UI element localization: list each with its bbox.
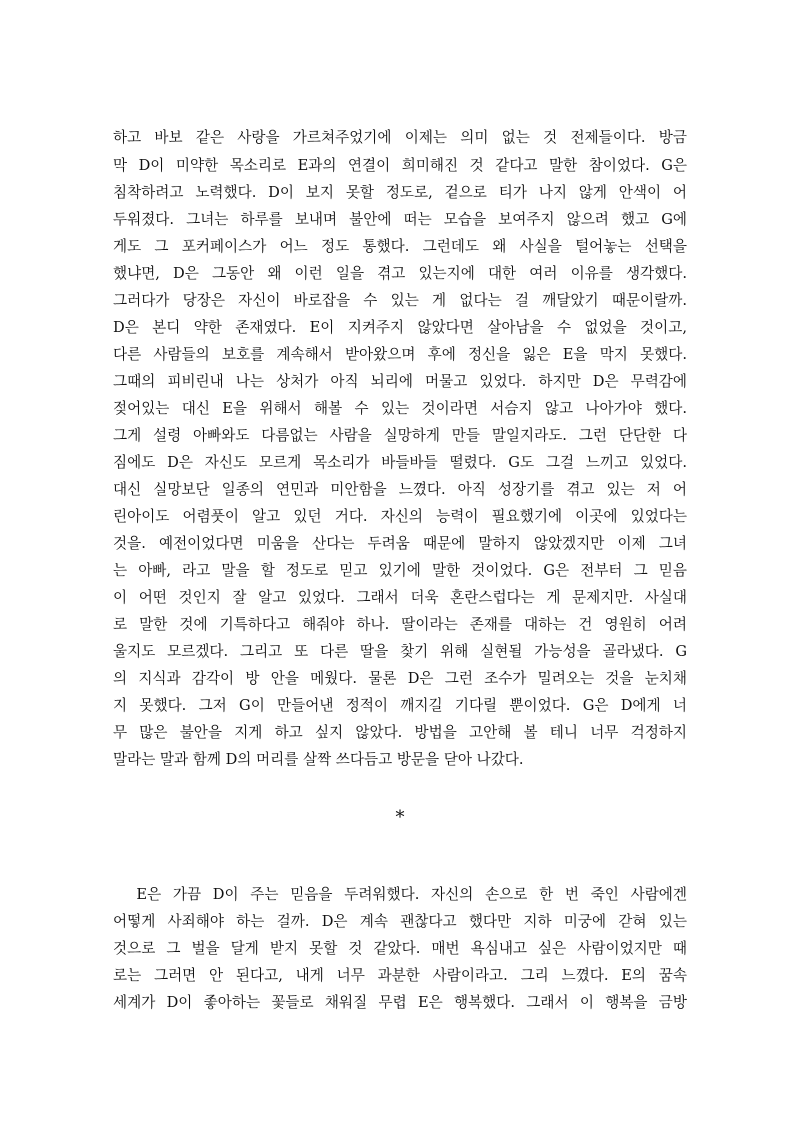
- text-line: 했냐면, D은 그동안 왜 이런 일을 겪고 있는지에 대한 여러 이유를 생각했다.: [113, 265, 687, 282]
- text-line: 하고 바보 같은 사랑을 가르쳐주었기에 이제는 의미 없는 것 전제들이다. 방금: [113, 129, 687, 146]
- text-line: 로 말한 것에 기특하다고 해줘야 하나. 딸이라는 존재를 대하는 건 영원히 어려: [113, 616, 687, 633]
- text-line: 그게 설령 아빠와도 다름없는 사람을 실망하게 만들 말일지라도. 그런 단단한 다: [113, 427, 687, 444]
- text-line: 는 아빠, 라고 말을 할 정도로 믿고 있기에 말한 것이었다. G은 전부터 그 믿음: [113, 562, 687, 579]
- text-line: 말라는 말과 함께 D의 머리를 살짝 쓰다듬고 방문을 닫아 나갔다.: [113, 751, 524, 768]
- text-line: 울지도 모르겠다. 그리고 또 다른 딸을 찾기 위해 실현될 가능성을 골라냈다. G: [113, 643, 687, 660]
- text-line: 의 지식과 감각이 방 안을 메웠다. 물론 D은 그런 조수가 밀려오는 것을 눈치채: [113, 670, 687, 687]
- text-line: 것을. 예전이었다면 미움을 산다는 두려움 때문에 말하지 않았겠지만 이제 그녀: [113, 535, 687, 552]
- text-line: 그러다가 당장은 자신이 바로잡을 수 있는 게 없다는 걸 깨달았기 때문이랄까.: [113, 292, 687, 309]
- text-line: 로는 그러면 안 된다고, 내게 너무 과분한 사람이라고. 그리 느꼈다. E의 꿈속: [113, 967, 687, 984]
- text-line: D은 본디 약한 존재였다. E이 지켜주지 않았다면 살아남을 수 없었을 것이고,: [113, 319, 687, 336]
- text-line: 다른 사람들의 보호를 계속해서 받아왔으며 후에 정신을 잃은 E을 막지 못했다.: [113, 346, 687, 363]
- text-line: E은 가끔 D이 주는 믿음을 두려워했다. 자신의 손으로 한 번 죽인 사람에겐: [113, 886, 687, 903]
- text-line: 이 어떤 것인지 잘 알고 있었다. 그래서 더욱 혼란스럽다는 게 문제지만. 사실대: [113, 589, 687, 606]
- section-separator: *: [395, 807, 405, 828]
- text-line: 것으로 그 벌을 달게 받지 못할 것 같았다. 매번 욕심내고 싶은 사람이었지만 때: [113, 940, 687, 957]
- text-line: 짐에도 D은 자신도 모르게 목소리가 바들바들 떨렸다. G도 그걸 느끼고 있었다.: [113, 454, 687, 471]
- text-line: 지 못했다. 그저 G이 만들어낸 정적이 깨지길 기다릴 뿐이었다. G은 D에게 너: [113, 697, 687, 714]
- text-line: 무 많은 불안을 지게 하고 싶지 않았다. 방법을 고안해 볼 테니 너무 걱정하지: [113, 724, 687, 741]
- text-line: 대신 실망보단 일종의 연민과 미안함을 느꼈다. 아직 성장기를 겪고 있는 저 어: [113, 481, 687, 498]
- text-line: 게도 그 포커페이스가 어느 정도 통했다. 그런데도 왜 사실을 털어놓는 선택을: [113, 238, 687, 255]
- text-line: 세계가 D이 좋아하는 꽃들로 채워질 무렵 E은 행복했다. 그래서 이 행복을 금방: [113, 994, 687, 1011]
- text-line: 젖어있는 대신 E을 위해서 해볼 수 있는 것이라면 서슴지 않고 나아가야 했다.: [113, 400, 687, 417]
- text-line: 막 D이 미약한 목소리로 E과의 연결이 희미해진 것 같다고 말한 참이었다. G은: [113, 157, 687, 174]
- text-line: 린아이도 어렴풋이 알고 있던 거다. 자신의 능력이 필요했기에 이곳에 있었다는: [113, 508, 687, 525]
- text-line: 두워졌다. 그녀는 하루를 보내며 불안에 떠는 모습을 보여주지 않으려 했고 G에: [113, 211, 687, 228]
- text-line: 어떻게 사죄해야 하는 걸까. D은 계속 괜찮다고 했다만 지하 미궁에 갇혀 있는: [113, 913, 687, 930]
- text-line: 침착하려고 노력했다. D이 보지 못할 정도로, 겉으로 티가 나지 않게 안색이 어: [113, 184, 687, 201]
- text-line: 그때의 피비린내 나는 상처가 아직 뇌리에 머물고 있었다. 하지만 D은 무력감에: [113, 373, 687, 390]
